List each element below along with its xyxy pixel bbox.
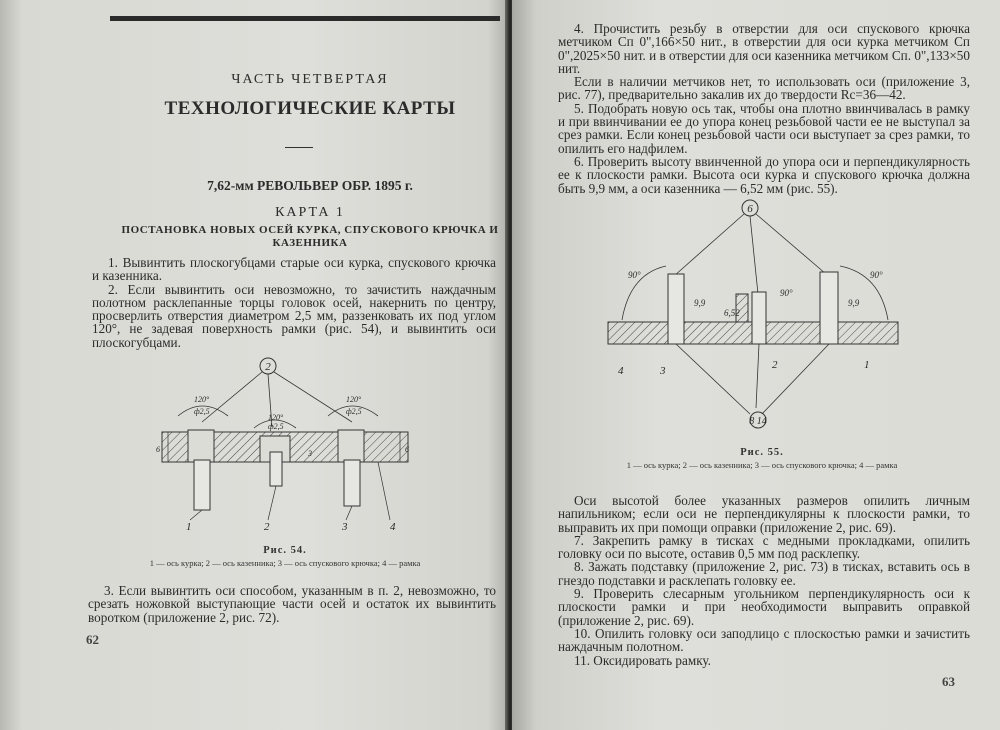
axis-1 [820,272,838,344]
svg-text:1: 1 [864,359,870,371]
paragraph: 6. Проверить высоту ввинченной до упора оси и перпендикулярность ее к плоскости рамки. Высота оси курка и спускового крючка должна быть 9,9 мм, а оси казенника — 6,52 мм (рис. 55). [558,153,970,196]
paragraph: 2. Если вывинтить оси невозможно, то зачистить наждачным полотном расклепанные торцы головок осей, накернить по центру, просверлить отверстия диаметром 2,5 мм, раззенковать их под углом 120°, не задевая поверхность рамки (рис. 54), и вывинтить оси плоскогубцами. [92,281,496,350]
part-heading: ЧАСТЬ ЧЕТВЕРТАЯ [231,72,389,87]
paragraph: 8. Зажать подставку (приложение 2, рис. 73) в тисках, вставить ось в гнездо подставки и расклепать головку ее. [558,559,970,588]
axis-2 [270,452,282,486]
card-heading: КАРТА 1 [275,205,345,220]
svg-text:6,52: 6,52 [724,308,740,318]
svg-text:3: 3 [342,521,348,533]
section-subtitle: 7,62-мм РЕВОЛЬВЕР ОБР. 1895 г. [207,178,413,193]
right-text-block [558,22,970,195]
paragraph: 1. Вывинтить плоскогубцами старые оси курка, спускового крючка и казенника. [92,255,496,284]
caption-title: Рис. 55. [740,447,784,458]
axis-2 [752,292,766,344]
svg-text:ф2,5: ф2,5 [268,422,284,431]
svg-text:120°: 120° [268,413,284,422]
svg-text:2: 2 [264,521,270,533]
right-text-block-2 [558,494,970,667]
svg-text:3: 3 [308,449,312,458]
svg-text:9,9: 9,9 [848,298,860,308]
paragraph: 5. Подобрать новую ось так, чтобы она плотно ввинчивалась в рамку и при ввинчивании ее до упора конец резьбовой части ее не выступал за срез рамки. Если конец резьбовой части оси выступает за срез рамки, то опилить его надфилем. [558,100,970,156]
left-text-block [92,256,496,349]
caption-title: Рис. 54. [263,545,307,556]
svg-text:90°: 90° [870,270,883,280]
paragraph: 3. Если вывинтить оси способом, указанным в п. 2, невозможно, то срезать ножовкой выступающие части осей и остаток их вывинтить воротком (приложение 2, рис. 72). [88,583,496,625]
figure-55-caption [612,448,912,470]
svg-text:ф2,5: ф2,5 [194,407,210,416]
svg-text:120°: 120° [346,395,362,404]
svg-text:120°: 120° [194,395,210,404]
page-title: ТЕХНОЛОГИЧЕСКИЕ КАРТЫ [164,98,456,119]
left-text-block-2 [88,584,496,624]
svg-text:6: 6 [156,445,160,454]
paragraph: Оси высотой более указанных размеров опилить личным напильником; если оси не перпендикулярны к плоскости рамки, то выправить их при помощи оправки (приложение 2, рис. 69). [558,493,970,535]
svg-text:4: 4 [390,521,396,533]
top-rule [110,16,500,21]
svg-text:2: 2 [772,359,778,371]
figure-55 [608,196,908,446]
svg-text:4: 4 [618,365,624,377]
callout-circle-top [742,200,758,216]
paragraph: 10. Опилить головку оси заподлицо с плоскостью рамки и зачистить наждачным полотном. [558,625,970,655]
right-page [512,0,1000,730]
caption-text: 1 — ось курка; 2 — ось казенника; 3 — ось спускового крючка; 4 — рамка [626,460,898,470]
svg-text:90°: 90° [780,288,793,298]
svg-text:2: 2 [265,361,271,373]
card-title: ПОСТАНОВКА НОВЫХ ОСЕЙ КУРКА, СПУСКОВОГО КРЮЧКА И КАЗЕННИКА [121,224,499,249]
axis-3 [344,460,360,506]
svg-text:3: 3 [660,365,666,377]
svg-text:6: 6 [405,445,409,454]
page-number: 62 [86,632,99,647]
callout-circle [260,358,276,374]
svg-text:8 14: 8 14 [749,416,767,427]
page-number: 63 [942,674,955,689]
svg-text:1: 1 [186,521,192,533]
svg-text:90°: 90° [628,270,641,280]
caption-text: 1 — ось курка; 2 — ось казенника; 3 — ось спускового крючка; 4 — рамка [149,558,421,568]
figure-54-caption [140,546,430,568]
title-divider [285,147,313,148]
figure-54 [150,352,430,542]
paragraph: Если в наличии метчиков нет, то использовать оси (приложение 3, рис. 77), предварительно закалив их до твердости Rc=36—42. [558,74,970,103]
paragraph: 9. Проверить слесарным угольником перпендикулярность оси к плоскости рамки и при необходимости выправить оправкой (приложение 2, рис. 69). [558,586,970,628]
axis-1 [194,460,210,510]
svg-text:ф2,5: ф2,5 [346,407,362,416]
paragraph: 7. Закрепить рамку в тисках с медными прокладками, опилить головку оси по высоте, оставив 0,5 мм под расклепку. [558,532,970,562]
callout-circle-bottom [749,412,767,428]
svg-text:9,9: 9,9 [694,298,706,308]
svg-text:6: 6 [747,203,753,215]
paragraph: 4. Прочистить резьбу в отверстии для оси спускового крючка метчиком Сп 0",166×50 нит., в отверстии для оси курка метчиком Сп 0",2025×50 нит. и в отверстии для оси казенника метчиком Сп. 0",133×50 нит. [558,21,970,76]
paragraph: 11. Оксидировать рамку. [574,652,711,668]
axis-3 [668,274,684,344]
